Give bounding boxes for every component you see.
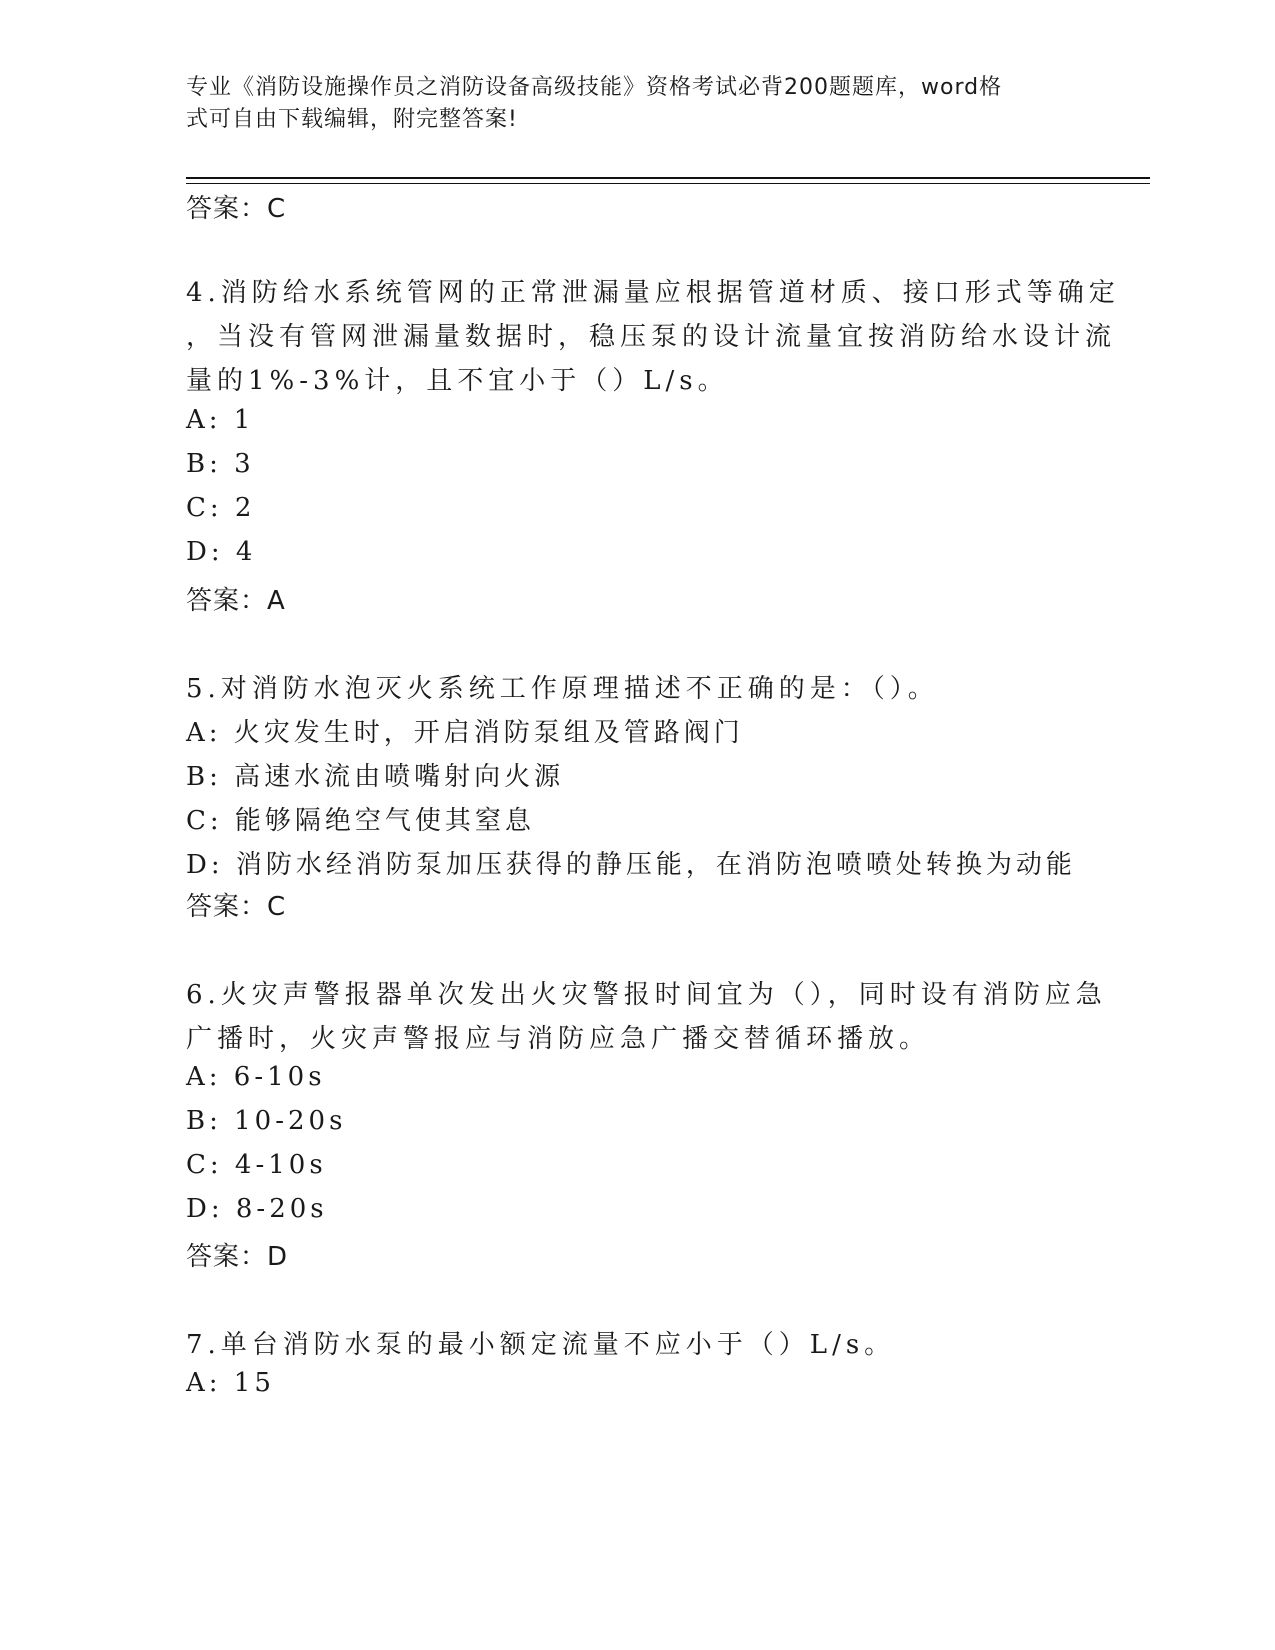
question-4-option-b: B: 3 — [186, 449, 255, 479]
question-7-option-a: A: 15 — [186, 1368, 275, 1398]
question-5-option-d: D: 消防水经消防泵加压获得的静压能，在消防泡喷喷处转换为动能 — [186, 850, 1076, 880]
answer-q4: 答案：A — [186, 586, 286, 616]
question-5-option-a: A: 火灾发生时，开启消防泵组及管路阀门 — [186, 718, 744, 748]
header-rule-thick — [186, 177, 1150, 179]
question-6-option-b: B: 10-20s — [186, 1106, 347, 1136]
answer-q5: 答案：C — [186, 892, 287, 922]
question-4-line-3: 量的1%-3%计，且不宜小于（）L/s。 — [186, 366, 729, 396]
header-rule-thin — [186, 183, 1150, 184]
question-5-line-1: 5.对消防水泡灭火系统工作原理描述不正确的是：（）。 — [186, 674, 939, 704]
question-5-option-b: B: 高速水流由喷嘴射向火源 — [186, 762, 565, 792]
question-6-option-a: A: 6-10s — [186, 1062, 326, 1092]
answer-q6: 答案：D — [186, 1242, 289, 1272]
question-6-option-d: D: 8-20s — [186, 1194, 328, 1224]
question-4-option-a: A: 1 — [186, 405, 255, 435]
question-4-line-2: ，当没有管网泄漏量数据时，稳压泵的设计流量宜按消防给水设计流 — [186, 322, 1117, 352]
header-line-1: 专业《消防设施操作员之消防设备高级技能》资格考试必背200题题库，word格 — [186, 75, 1003, 100]
question-6-line-1: 6.火灾声警报器单次发出火灾警报时间宜为（），同时设有消防应急 — [186, 980, 1107, 1010]
header-line-2: 式可自由下载编辑，附完整答案! — [186, 107, 518, 132]
answer-q3: 答案：C — [186, 194, 287, 224]
question-4-option-d: D: 4 — [186, 537, 257, 567]
question-4-line-1: 4.消防给水系统管网的正常泄漏量应根据管道材质、接口形式等确定 — [186, 278, 1120, 308]
page-header — [186, 72, 1066, 136]
question-7-line-1: 7.单台消防水泵的最小额定流量不应小于（）L/s。 — [186, 1330, 896, 1360]
question-5-option-c: C: 能够隔绝空气使其窒息 — [186, 806, 535, 836]
question-6-line-2: 广播时，火灾声警报应与消防应急广播交替循环播放。 — [186, 1024, 931, 1054]
question-6-option-c: C: 4-10s — [186, 1150, 327, 1180]
question-4-option-c: C: 2 — [186, 493, 256, 523]
